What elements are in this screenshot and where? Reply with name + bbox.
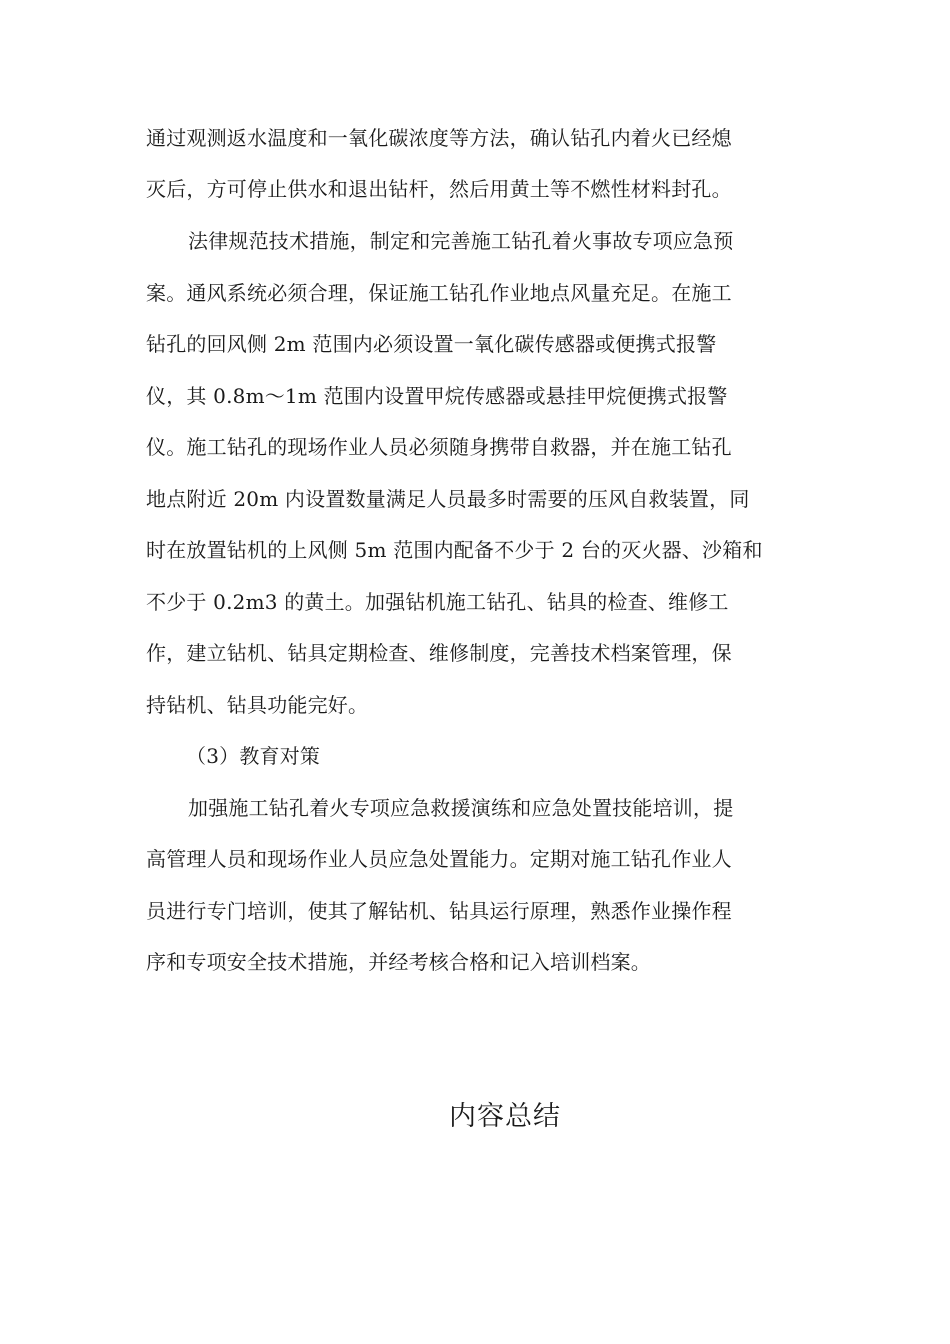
text-line: 持钻机、钻具功能完好。: [146, 693, 369, 717]
text-line: 不少于 0.2m3 的黄土。加强钻机施工钻孔、钻具的检查、维修工: [146, 590, 729, 614]
text-line: 钻孔的回风侧 2m 范围内必须设置一氧化碳传感器或便携式报警: [146, 332, 717, 356]
text-line: 时在放置钻机的上风侧 5m 范围内配备不少于 2 台的灭火器、沙箱和: [146, 538, 763, 562]
text-line: 高管理人员和现场作业人员应急处置能力。定期对施工钻孔作业人: [146, 847, 732, 871]
text-line: 地点附近 20m 内设置数量满足人员最多时需要的压风自救装置，同: [146, 487, 750, 511]
summary-heading: 内容总结: [449, 1101, 561, 1132]
text-line: 序和专项安全技术措施，并经考核合格和记入培训档案。: [146, 950, 651, 974]
text-line: 作，建立钻机、钻具定期检查、维修制度，完善技术档案管理，保: [146, 641, 732, 665]
text-line: 通过观测返水温度和一氧化碳浓度等方法，确认钻孔内着火已经熄: [146, 126, 732, 150]
paragraph-start-line: 加强施工钻孔着火专项应急救援演练和应急处置技能培训，提: [188, 796, 734, 820]
text-line: 案。通风系统必须合理，保证施工钻孔作业地点风量充足。在施工: [146, 281, 732, 305]
text-line: 员进行专门培训，使其了解钻机、钻具运行原理，熟悉作业操作程: [146, 899, 732, 923]
text-line: 灭后，方可停止供水和退出钻杆，然后用黄土等不燃性材料封孔。: [146, 177, 732, 201]
paragraph-start-line: 法律规范技术措施，制定和完善施工钻孔着火事故专项应急预: [188, 229, 734, 253]
section-heading: （3）教育对策: [186, 744, 321, 768]
text-line: 仪，其 0.8m～1m 范围内设置甲烷传感器或悬挂甲烷便携式报警: [146, 384, 728, 408]
text-line: 仪。施工钻孔的现场作业人员必须随身携带自救器，并在施工钻孔: [146, 435, 732, 459]
